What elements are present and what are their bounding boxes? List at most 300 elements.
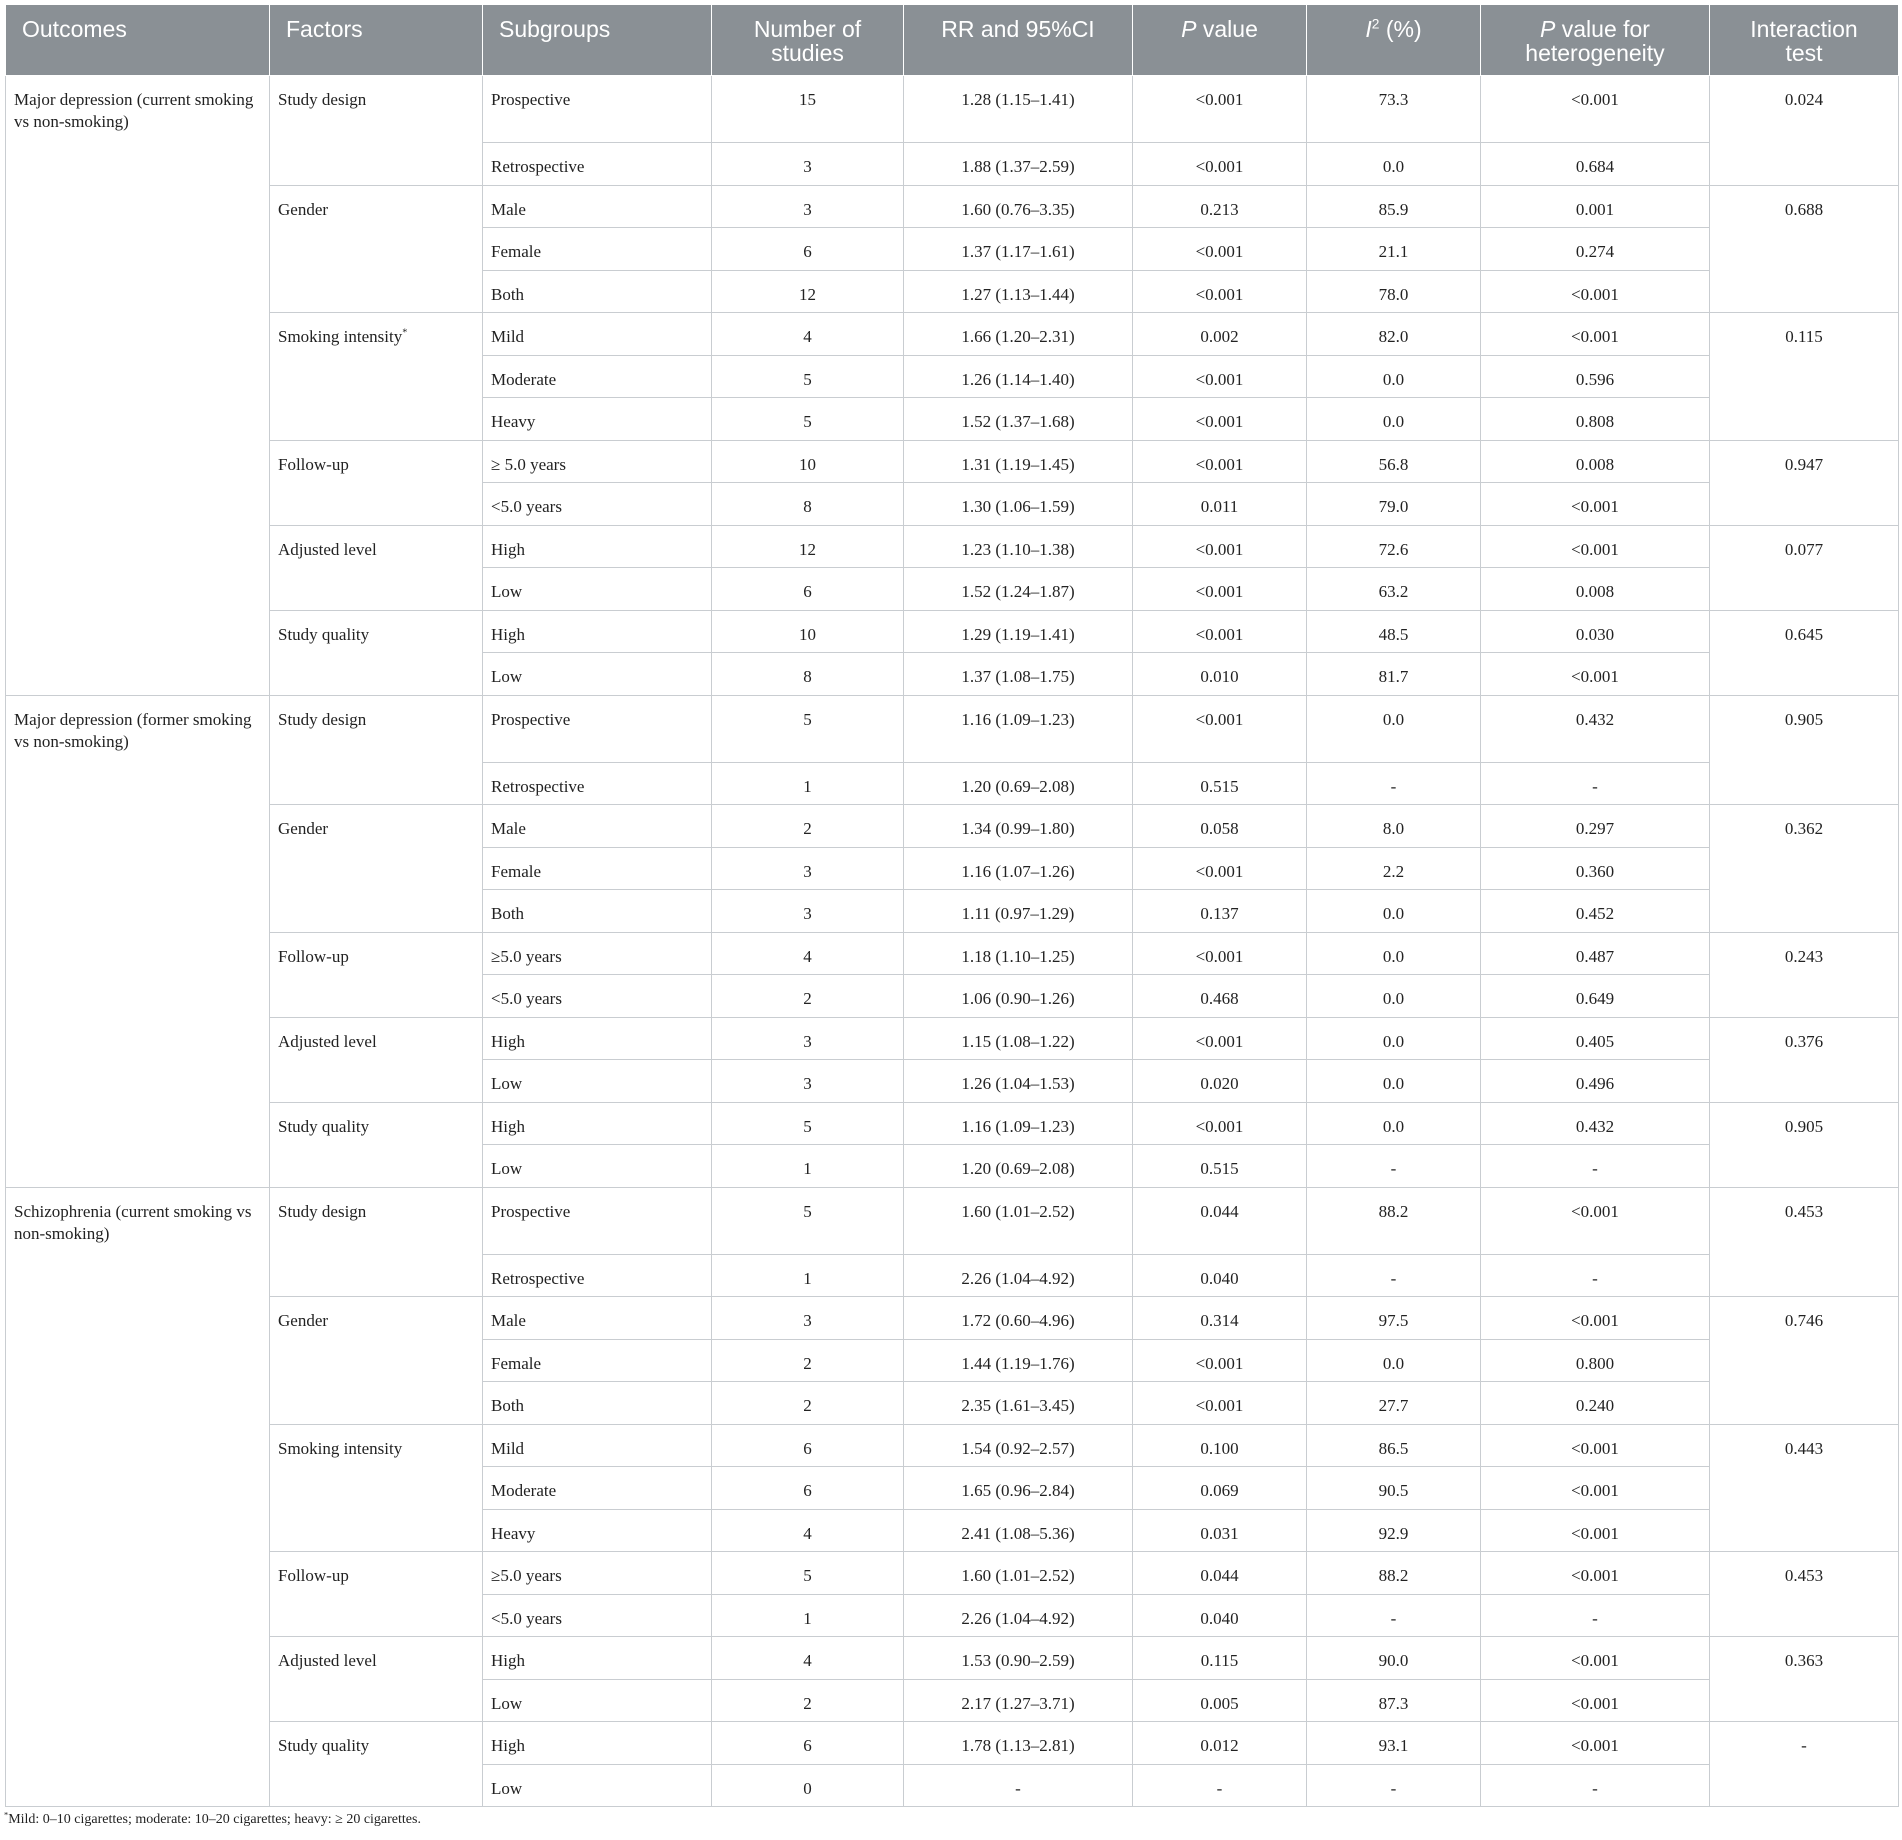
p-value-cell: 0.002 [1133, 313, 1307, 356]
factor-footnote-mark: * [402, 327, 408, 339]
i2-cell: 78.0 [1307, 270, 1481, 313]
rr-cell: 1.27 (1.13–1.44) [904, 270, 1133, 313]
subgroup-cell: High [483, 1017, 712, 1060]
studies-cell: 15 [712, 76, 904, 143]
p-heterogeneity-cell: 0.432 [1481, 1102, 1710, 1145]
factor-label: Study quality [278, 624, 370, 644]
rr-cell: 1.29 (1.19–1.41) [904, 610, 1133, 653]
i2-cell: 0.0 [1307, 143, 1481, 186]
studies-cell: 6 [712, 1722, 904, 1765]
studies-cell: 2 [712, 805, 904, 848]
subgroup-cell: Heavy [483, 398, 712, 441]
subgroup-cell: Male [483, 185, 712, 228]
subgroup-cell: Male [483, 805, 712, 848]
i2-cell: - [1307, 1254, 1481, 1297]
table-row [6, 185, 1899, 228]
subgroup-cell: High [483, 1637, 712, 1680]
p-heterogeneity-cell: - [1481, 1764, 1710, 1807]
factor-label: Gender [278, 819, 329, 838]
rr-cell: 1.66 (1.20–2.31) [904, 313, 1133, 356]
header-i-italic: I [1365, 16, 1372, 42]
p-heterogeneity-cell: - [1481, 1145, 1710, 1188]
p-value-cell: 0.044 [1133, 1552, 1307, 1595]
p-value-cell: <0.001 [1133, 568, 1307, 611]
rr-cell: 1.60 (1.01–2.52) [904, 1552, 1133, 1595]
p-value-cell: 0.040 [1133, 1594, 1307, 1637]
header-studies-line1: Number of [753, 16, 862, 42]
studies-cell: 5 [712, 1187, 904, 1254]
rr-cell: 1.44 (1.19–1.76) [904, 1339, 1133, 1382]
studies-cell: 12 [712, 270, 904, 313]
p-heterogeneity-cell: <0.001 [1481, 76, 1710, 143]
i2-cell: 56.8 [1307, 440, 1481, 483]
rr-cell: 1.60 (0.76–3.35) [904, 185, 1133, 228]
header-interaction-test [1710, 5, 1899, 76]
studies-cell: 4 [712, 1637, 904, 1680]
p-heterogeneity-cell: <0.001 [1481, 1552, 1710, 1595]
studies-cell: 12 [712, 525, 904, 568]
i2-cell: 97.5 [1307, 1297, 1481, 1340]
interaction-test-cell: 0.905 [1710, 1102, 1899, 1187]
interaction-test-cell: 0.024 [1710, 76, 1899, 186]
p-value-cell: 0.314 [1133, 1297, 1307, 1340]
p-value-cell: 0.468 [1133, 975, 1307, 1018]
rr-cell: 1.28 (1.15–1.41) [904, 76, 1133, 143]
table-row [6, 1552, 1899, 1595]
header-rr: RR and 95%CI [904, 5, 1133, 76]
p-heterogeneity-cell: 0.274 [1481, 228, 1710, 271]
subgroup-cell: Female [483, 1339, 712, 1382]
subgroup-cell: <5.0 years [483, 483, 712, 526]
studies-cell: 6 [712, 1424, 904, 1467]
p-value-cell: 0.515 [1133, 1145, 1307, 1188]
rr-cell: 1.20 (0.69–2.08) [904, 762, 1133, 805]
subgroup-cell: Prospective [483, 695, 712, 762]
p-value-cell: 0.005 [1133, 1679, 1307, 1722]
factor-cell [270, 525, 483, 610]
subgroup-cell: <5.0 years [483, 1594, 712, 1637]
rr-cell: 1.26 (1.14–1.40) [904, 355, 1133, 398]
factor-label: Follow-up [278, 1566, 349, 1585]
p-heterogeneity-cell: <0.001 [1481, 1424, 1710, 1467]
studies-cell: 10 [712, 440, 904, 483]
i2-cell: 48.5 [1307, 610, 1481, 653]
p-value-cell: <0.001 [1133, 610, 1307, 653]
i2-cell: 88.2 [1307, 1552, 1481, 1595]
studies-cell: 8 [712, 653, 904, 696]
subgroup-cell: Low [483, 568, 712, 611]
subgroup-cell: High [483, 610, 712, 653]
studies-cell: 5 [712, 695, 904, 762]
interaction-test-cell: 0.363 [1710, 1637, 1899, 1722]
studies-cell: 4 [712, 932, 904, 975]
p-value-cell: 0.213 [1133, 185, 1307, 228]
p-heterogeneity-cell: <0.001 [1481, 1509, 1710, 1552]
p-heterogeneity-cell: <0.001 [1481, 483, 1710, 526]
p-value-cell: <0.001 [1133, 440, 1307, 483]
table-row [6, 610, 1899, 653]
i2-cell: 0.0 [1307, 1339, 1481, 1382]
studies-cell: 3 [712, 185, 904, 228]
i2-cell: 0.0 [1307, 398, 1481, 441]
rr-cell: 1.16 (1.09–1.23) [904, 1102, 1133, 1145]
header-row [6, 5, 1899, 76]
i2-cell: 2.2 [1307, 847, 1481, 890]
interaction-test-cell: 0.243 [1710, 932, 1899, 1017]
p-heterogeneity-cell: <0.001 [1481, 1637, 1710, 1680]
rr-cell: 1.72 (0.60–4.96) [904, 1297, 1133, 1340]
i2-cell: - [1307, 1764, 1481, 1807]
header-factors: Factors [270, 5, 483, 76]
subgroup-cell: Low [483, 1060, 712, 1103]
p-heterogeneity-cell: 0.297 [1481, 805, 1710, 848]
subgroup-cell: Heavy [483, 1509, 712, 1552]
p-value-cell: 0.069 [1133, 1467, 1307, 1510]
table-body [6, 76, 1899, 1807]
header-studies-line2: studies [771, 40, 844, 66]
p-heterogeneity-cell: <0.001 [1481, 525, 1710, 568]
table-row [6, 1017, 1899, 1060]
p-heterogeneity-cell: <0.001 [1481, 653, 1710, 696]
subgroup-analysis-table [5, 4, 1899, 1807]
interaction-test-cell: 0.362 [1710, 805, 1899, 933]
subgroup-cell: ≥5.0 years [483, 1552, 712, 1595]
table-row [6, 525, 1899, 568]
p-heterogeneity-cell: <0.001 [1481, 1722, 1710, 1765]
header-ph-line2: heterogeneity [1525, 40, 1665, 66]
studies-cell: 6 [712, 1467, 904, 1510]
studies-cell: 10 [712, 610, 904, 653]
factor-label: Gender [278, 1311, 329, 1330]
footnote [4, 1812, 421, 1828]
studies-cell: 5 [712, 1552, 904, 1595]
rr-cell: 1.16 (1.07–1.26) [904, 847, 1133, 890]
factor-label: Study design [278, 90, 367, 109]
subgroup-cell: ≥5.0 years [483, 932, 712, 975]
header-p-value [1133, 5, 1307, 76]
p-heterogeneity-cell: <0.001 [1481, 1679, 1710, 1722]
i2-cell: 0.0 [1307, 1060, 1481, 1103]
rr-cell: 1.23 (1.10–1.38) [904, 525, 1133, 568]
subgroup-cell: Female [483, 847, 712, 890]
table-row [6, 1637, 1899, 1680]
rr-cell: 1.52 (1.24–1.87) [904, 568, 1133, 611]
p-value-cell: <0.001 [1133, 1017, 1307, 1060]
header-i2 [1307, 5, 1481, 76]
outcome-cell: Major depression (former smoking vs non-smoking) [6, 695, 270, 1187]
i2-cell: - [1307, 762, 1481, 805]
studies-cell: 3 [712, 890, 904, 933]
factor-cell [270, 1552, 483, 1637]
i2-cell: 86.5 [1307, 1424, 1481, 1467]
p-heterogeneity-cell: <0.001 [1481, 1187, 1710, 1254]
studies-cell: 3 [712, 847, 904, 890]
studies-cell: 8 [712, 483, 904, 526]
interaction-test-cell: 0.443 [1710, 1424, 1899, 1552]
p-heterogeneity-cell: 0.008 [1481, 568, 1710, 611]
table-row [6, 932, 1899, 975]
factor-cell [270, 1424, 483, 1552]
p-value-cell: <0.001 [1133, 1339, 1307, 1382]
header-p-rest: value [1196, 16, 1258, 42]
factor-cell [270, 76, 483, 186]
i2-cell: 0.0 [1307, 355, 1481, 398]
p-heterogeneity-cell: 0.405 [1481, 1017, 1710, 1060]
table-row [6, 1187, 1899, 1254]
studies-cell: 5 [712, 1102, 904, 1145]
studies-cell: 1 [712, 762, 904, 805]
subgroup-cell: Low [483, 1145, 712, 1188]
rr-cell: 1.54 (0.92–2.57) [904, 1424, 1133, 1467]
interaction-test-cell: 0.905 [1710, 695, 1899, 805]
p-value-cell: <0.001 [1133, 932, 1307, 975]
p-value-cell: 0.058 [1133, 805, 1307, 848]
subgroup-cell: Moderate [483, 355, 712, 398]
factor-cell [270, 1722, 483, 1807]
studies-cell: 4 [712, 1509, 904, 1552]
i2-cell: 0.0 [1307, 890, 1481, 933]
i2-cell: 0.0 [1307, 932, 1481, 975]
factor-label: Study design [278, 709, 367, 729]
p-value-cell: <0.001 [1133, 270, 1307, 313]
p-heterogeneity-cell: <0.001 [1481, 270, 1710, 313]
p-heterogeneity-cell: 0.496 [1481, 1060, 1710, 1103]
i2-cell: 0.0 [1307, 1017, 1481, 1060]
interaction-test-cell: 0.077 [1710, 525, 1899, 610]
subgroup-cell: Male [483, 1297, 712, 1340]
p-heterogeneity-cell: 0.432 [1481, 695, 1710, 762]
studies-cell: 6 [712, 228, 904, 271]
header-number-of-studies [712, 5, 904, 76]
table-row [6, 313, 1899, 356]
outcome-cell: Major depression (current smoking vs non-smoking) [6, 76, 270, 696]
i2-cell: 79.0 [1307, 483, 1481, 526]
i2-cell: 8.0 [1307, 805, 1481, 848]
rr-cell: 1.65 (0.96–2.84) [904, 1467, 1133, 1510]
factor-cell [270, 185, 483, 313]
p-heterogeneity-cell: 0.649 [1481, 975, 1710, 1018]
p-value-cell: 0.012 [1133, 1722, 1307, 1765]
p-value-cell: 0.115 [1133, 1637, 1307, 1680]
studies-cell: 3 [712, 1017, 904, 1060]
footnote-mark: * [4, 1810, 9, 1820]
p-value-cell: 0.515 [1133, 762, 1307, 805]
header-outcomes: Outcomes [6, 5, 270, 76]
interaction-test-cell: 0.453 [1710, 1187, 1899, 1297]
header-p-heterogeneity [1481, 5, 1710, 76]
factor-label: Adjusted level [278, 1031, 377, 1051]
rr-cell: 1.20 (0.69–2.08) [904, 1145, 1133, 1188]
p-value-cell: 0.137 [1133, 890, 1307, 933]
subgroup-cell: Low [483, 1764, 712, 1807]
factor-cell [270, 610, 483, 695]
interaction-test-cell: 0.376 [1710, 1017, 1899, 1102]
rr-cell: 1.16 (1.09–1.23) [904, 695, 1133, 762]
p-value-cell: <0.001 [1133, 525, 1307, 568]
i2-cell: 72.6 [1307, 525, 1481, 568]
rr-cell: 1.37 (1.17–1.61) [904, 228, 1133, 271]
studies-cell: 5 [712, 355, 904, 398]
rr-cell: 1.30 (1.06–1.59) [904, 483, 1133, 526]
subgroup-cell: Moderate [483, 1467, 712, 1510]
factor-cell [270, 805, 483, 933]
factor-label: Adjusted level [278, 1651, 377, 1670]
i2-cell: - [1307, 1145, 1481, 1188]
table-row [6, 1102, 1899, 1145]
i2-cell: 90.5 [1307, 1467, 1481, 1510]
factor-cell [270, 440, 483, 525]
p-value-cell: - [1133, 1764, 1307, 1807]
header-p-italic: P [1181, 16, 1197, 42]
p-heterogeneity-cell: 0.360 [1481, 847, 1710, 890]
p-value-cell: <0.001 [1133, 228, 1307, 271]
subgroup-cell: High [483, 525, 712, 568]
p-value-cell: 0.031 [1133, 1509, 1307, 1552]
p-value-cell: <0.001 [1133, 76, 1307, 143]
p-heterogeneity-cell: 0.001 [1481, 185, 1710, 228]
subgroup-cell: Retrospective [483, 762, 712, 805]
p-value-cell: <0.001 [1133, 847, 1307, 890]
studies-cell: 2 [712, 1679, 904, 1722]
studies-cell: 1 [712, 1254, 904, 1297]
rr-cell: 1.60 (1.01–2.52) [904, 1187, 1133, 1254]
subgroup-cell: Low [483, 1679, 712, 1722]
studies-cell: 3 [712, 1060, 904, 1103]
studies-cell: 3 [712, 143, 904, 186]
studies-cell: 6 [712, 568, 904, 611]
interaction-test-cell: 0.746 [1710, 1297, 1899, 1425]
rr-cell: 2.35 (1.61–3.45) [904, 1382, 1133, 1425]
factor-label: Smoking intensity [278, 1438, 403, 1458]
studies-cell: 1 [712, 1594, 904, 1637]
interaction-test-cell: 0.115 [1710, 313, 1899, 441]
rr-cell: - [904, 1764, 1133, 1807]
rr-cell: 1.78 (1.13–2.81) [904, 1722, 1133, 1765]
subgroup-cell: ≥ 5.0 years [483, 440, 712, 483]
studies-cell: 0 [712, 1764, 904, 1807]
p-heterogeneity-cell: 0.240 [1481, 1382, 1710, 1425]
interaction-test-cell: 0.645 [1710, 610, 1899, 695]
p-heterogeneity-cell: 0.030 [1481, 610, 1710, 653]
factor-label: Study quality [278, 1736, 370, 1755]
footnote-text: Mild: 0–10 cigarettes; moderate: 10–20 cigarettes; heavy: ≥ 20 cigarettes. [8, 1812, 421, 1827]
table-row [6, 695, 1899, 762]
subgroup-cell: Both [483, 1382, 712, 1425]
subgroup-cell: Both [483, 270, 712, 313]
interaction-test-cell: - [1710, 1722, 1899, 1807]
p-value-cell: 0.044 [1133, 1187, 1307, 1254]
factor-cell [270, 695, 483, 805]
i2-cell: 82.0 [1307, 313, 1481, 356]
header-subgroups: Subgroups [483, 5, 712, 76]
i2-cell: 0.0 [1307, 1102, 1481, 1145]
table-row [6, 76, 1899, 143]
p-value-cell: <0.001 [1133, 695, 1307, 762]
factor-label: Follow-up [278, 454, 349, 474]
p-heterogeneity-cell: 0.684 [1481, 143, 1710, 186]
factor-label: Study design [278, 1201, 367, 1221]
header-ph-rest1: value for [1555, 16, 1650, 42]
p-heterogeneity-cell: 0.596 [1481, 355, 1710, 398]
studies-cell: 4 [712, 313, 904, 356]
p-value-cell: <0.001 [1133, 398, 1307, 441]
factor-label: Adjusted level [278, 539, 377, 559]
i2-cell: 27.7 [1307, 1382, 1481, 1425]
header-interaction-line2: test [1785, 40, 1823, 66]
table-row [6, 1297, 1899, 1340]
p-heterogeneity-cell: 0.800 [1481, 1339, 1710, 1382]
rr-cell: 2.26 (1.04–4.92) [904, 1254, 1133, 1297]
i2-cell: - [1307, 1594, 1481, 1637]
p-value-cell: 0.011 [1133, 483, 1307, 526]
p-heterogeneity-cell: <0.001 [1481, 1467, 1710, 1510]
studies-cell: 3 [712, 1297, 904, 1340]
rr-cell: 2.17 (1.27–3.71) [904, 1679, 1133, 1722]
factor-label: Gender [278, 199, 329, 219]
factor-cell [270, 1637, 483, 1722]
interaction-test-cell: 0.688 [1710, 185, 1899, 313]
p-heterogeneity-cell: 0.452 [1481, 890, 1710, 933]
p-value-cell: 0.010 [1133, 653, 1307, 696]
p-value-cell: <0.001 [1133, 143, 1307, 186]
subgroup-cell: High [483, 1722, 712, 1765]
p-value-cell: <0.001 [1133, 1382, 1307, 1425]
factor-label: Follow-up [278, 946, 349, 966]
header-ph-italic: P [1540, 16, 1556, 42]
rr-cell: 1.34 (0.99–1.80) [904, 805, 1133, 848]
subgroup-cell: Mild [483, 1424, 712, 1467]
table-row [6, 1424, 1899, 1467]
factor-cell [270, 1187, 483, 1297]
p-heterogeneity-cell: - [1481, 1254, 1710, 1297]
p-heterogeneity-cell: 0.008 [1481, 440, 1710, 483]
subgroup-cell: High [483, 1102, 712, 1145]
interaction-test-cell: 0.453 [1710, 1552, 1899, 1637]
rr-cell: 1.18 (1.10–1.25) [904, 932, 1133, 975]
rr-cell: 1.37 (1.08–1.75) [904, 653, 1133, 696]
i2-cell: 88.2 [1307, 1187, 1481, 1254]
rr-cell: 1.26 (1.04–1.53) [904, 1060, 1133, 1103]
rr-cell: 1.88 (1.37–2.59) [904, 143, 1133, 186]
subgroup-cell: Low [483, 653, 712, 696]
rr-cell: 1.06 (0.90–1.26) [904, 975, 1133, 1018]
header-interaction-line1: Interaction [1750, 16, 1858, 42]
factor-cell [270, 1017, 483, 1102]
outcome-cell: Schizophrenia (current smoking vs non-smoking) [6, 1187, 270, 1807]
studies-cell: 5 [712, 398, 904, 441]
p-heterogeneity-cell: 0.808 [1481, 398, 1710, 441]
rr-cell: 1.53 (0.90–2.59) [904, 1637, 1133, 1680]
i2-cell: 92.9 [1307, 1509, 1481, 1552]
studies-cell: 2 [712, 1382, 904, 1425]
rr-cell: 1.31 (1.19–1.45) [904, 440, 1133, 483]
p-heterogeneity-cell: 0.487 [1481, 932, 1710, 975]
subgroup-cell: Prospective [483, 1187, 712, 1254]
subgroup-cell: Prospective [483, 76, 712, 143]
p-heterogeneity-cell: <0.001 [1481, 1297, 1710, 1340]
p-value-cell: 0.040 [1133, 1254, 1307, 1297]
subgroup-cell: Female [483, 228, 712, 271]
rr-cell: 1.15 (1.08–1.22) [904, 1017, 1133, 1060]
rr-cell: 1.52 (1.37–1.68) [904, 398, 1133, 441]
header-i-rest: (%) [1379, 16, 1422, 42]
p-value-cell: <0.001 [1133, 355, 1307, 398]
table-row [6, 1722, 1899, 1765]
factor-cell [270, 313, 483, 441]
rr-cell: 1.11 (0.97–1.29) [904, 890, 1133, 933]
p-value-cell: 0.100 [1133, 1424, 1307, 1467]
p-value-cell: <0.001 [1133, 1102, 1307, 1145]
